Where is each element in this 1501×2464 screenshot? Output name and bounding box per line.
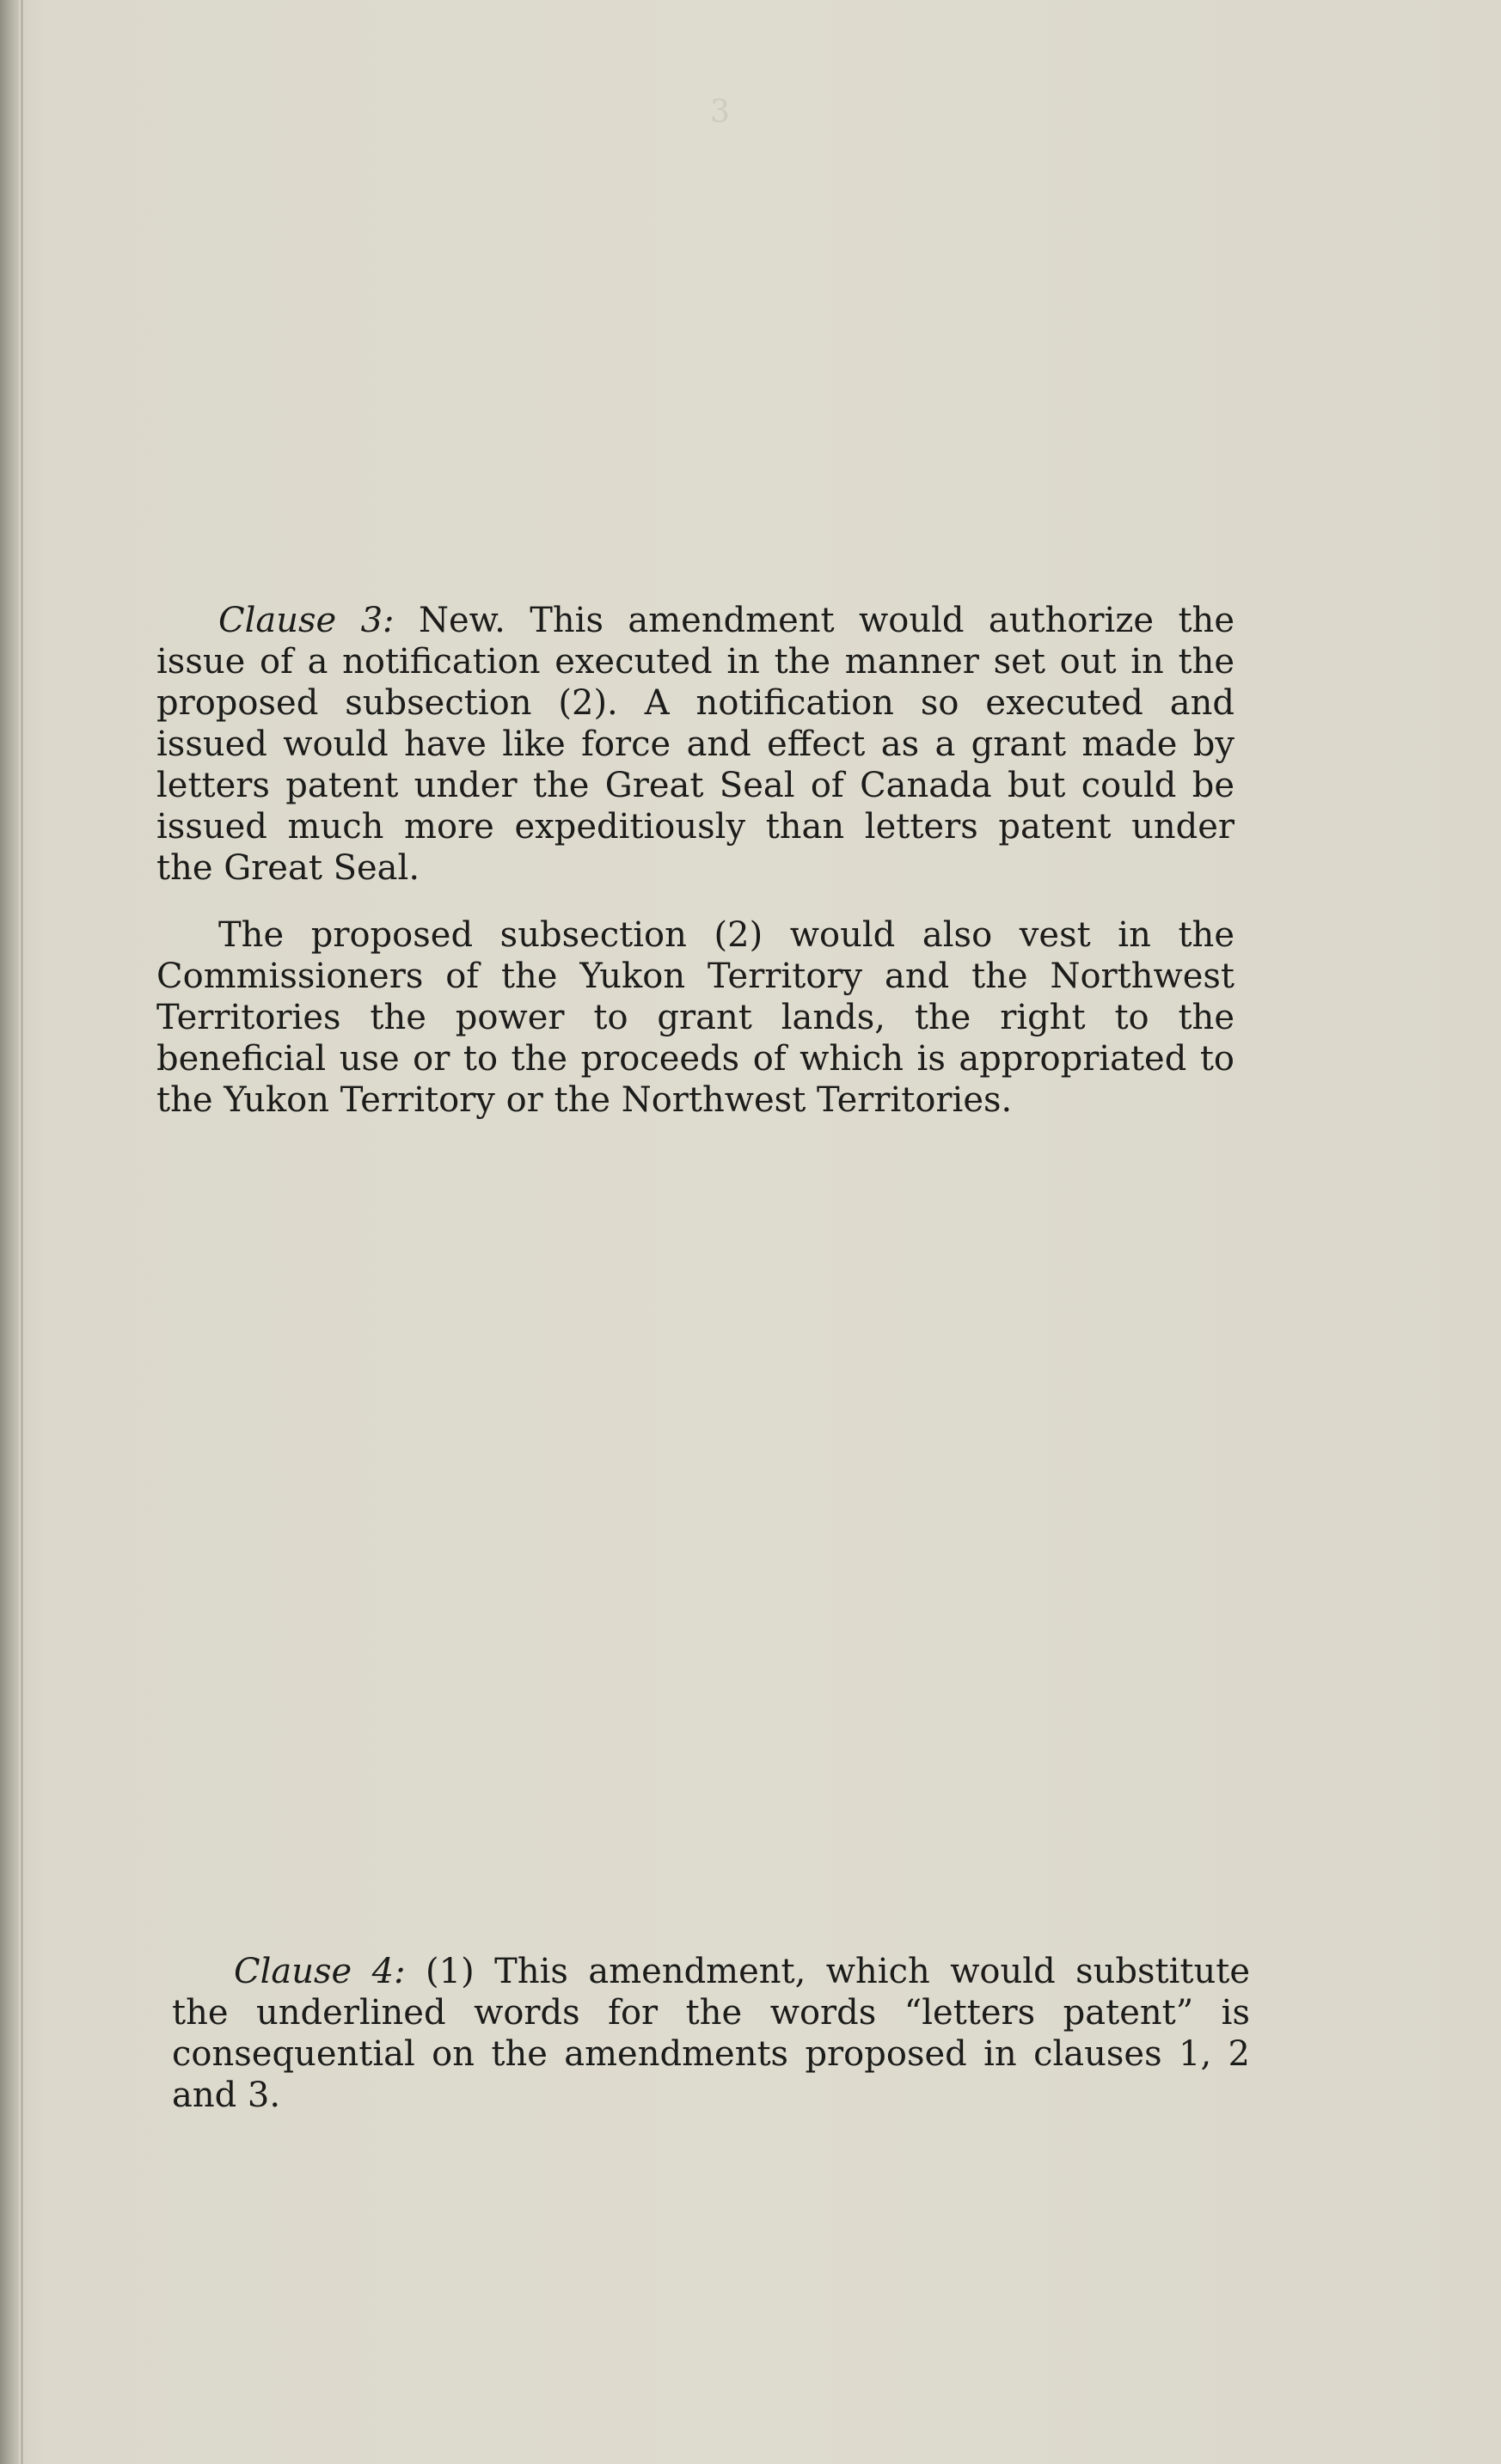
spine-edge-line [21, 0, 23, 2464]
clause-3-second-note [156, 914, 1234, 1121]
clause-3-paragraph [156, 600, 1234, 889]
book-spine-shadow [0, 0, 19, 2464]
clause-3-paragraph-2: The proposed subsection (2) would also vest in the Commissioners of the Yukon Territory and the Northwest Territories the power to grant lands, the right to the beneficial use or to the proceeds of which is appropriated to the Yukon Territory or the Northwest Territories. [156, 915, 1234, 1120]
clause-3-label: Clause 3: [218, 601, 395, 640]
clause-4-text: (1) This amendment, which would substitute the underlined words for the words “letters patent” is consequential on the amendments proposed in clauses 1, 2 and 3. [172, 1952, 1250, 2115]
clause-3-text: New. This amendment would authorize the issue of a notification executed in the manner set out in the proposed subsection (2). A notification so executed and issued would have like force and effect as a grant made by letters patent under the Great Seal of Canada but could be issued much more expeditiously than letters patent under the Great Seal. [156, 601, 1234, 888]
clause-3-note [156, 600, 1234, 889]
page-number: 3 [710, 95, 730, 130]
clause-4-label: Clause 4: [234, 1952, 406, 1991]
clause-4-note [172, 1951, 1250, 2116]
clause-4-paragraph [172, 1951, 1250, 2116]
